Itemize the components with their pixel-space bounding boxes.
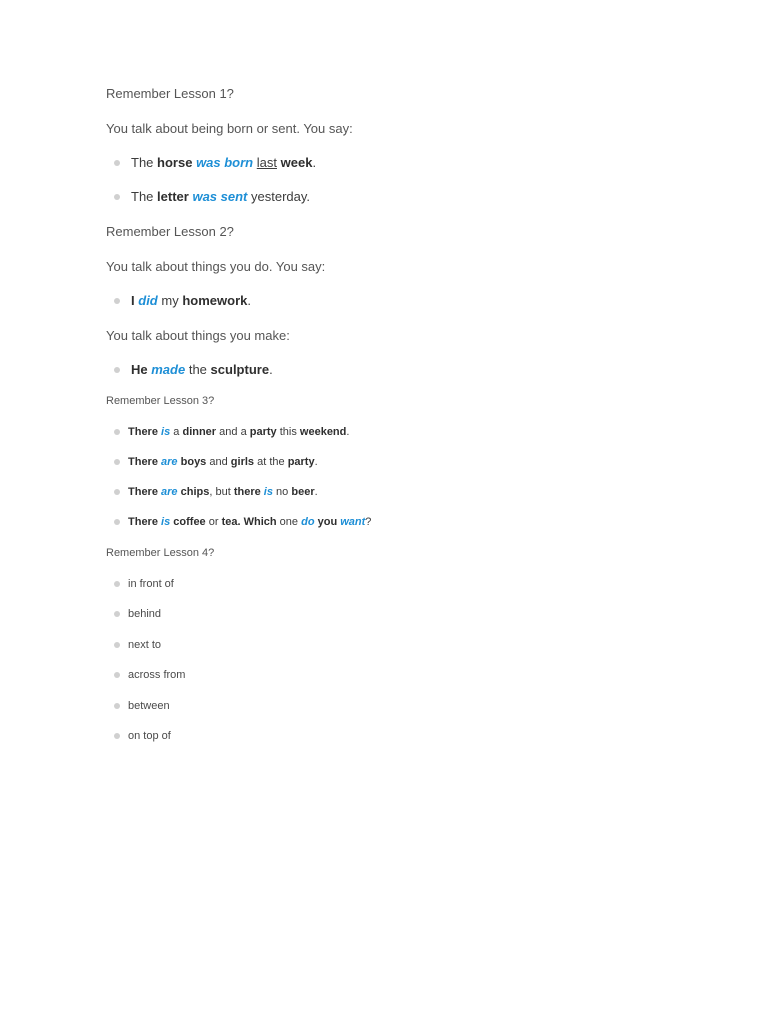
verb-highlight: did (138, 293, 158, 308)
list-item (116, 426, 350, 438)
word: . Which (237, 516, 277, 528)
list-item (116, 669, 186, 681)
list-item (116, 608, 162, 620)
list-item (116, 456, 318, 468)
verb-highlight: are (161, 486, 178, 498)
preposition: behind (128, 608, 162, 620)
word: a (173, 426, 180, 438)
noun: letter (157, 189, 189, 204)
list-item (116, 700, 170, 712)
word: The (131, 155, 154, 170)
lesson-2-intro-make: You talk about things you make: (106, 328, 290, 343)
noun: weekend (299, 426, 347, 438)
verb-highlight: was sent (192, 189, 248, 204)
list-item (116, 189, 311, 204)
word: there (233, 486, 261, 498)
preposition: next to (128, 639, 162, 651)
punctuation: . (314, 486, 318, 498)
word: no (276, 486, 289, 498)
lesson-1-intro: You talk about being born or sent. You say: (106, 121, 353, 136)
word: and a (219, 426, 247, 438)
word: There (128, 426, 158, 438)
punctuation: . (314, 456, 318, 468)
noun: dinner (182, 426, 217, 438)
verb-highlight: made (151, 362, 186, 377)
word: at the (257, 456, 285, 468)
noun: sculpture (210, 362, 270, 377)
pronoun: He (131, 362, 148, 377)
punctuation: . (269, 362, 273, 377)
word: and (209, 456, 228, 468)
pronoun: I (131, 293, 135, 308)
verb-highlight: is (263, 486, 273, 498)
word: The (131, 189, 154, 204)
verb-highlight: is (161, 516, 171, 528)
preposition: between (128, 700, 170, 712)
lesson-1-heading: Remember Lesson 1? (106, 86, 234, 101)
punctuation: . (312, 155, 317, 170)
list-item (116, 362, 273, 377)
list-item (116, 516, 372, 528)
list-item (116, 155, 317, 170)
noun: party (287, 456, 315, 468)
punctuation: ? (365, 516, 372, 528)
word: one (279, 516, 299, 528)
noun: week (280, 155, 313, 170)
list-item (116, 639, 162, 651)
verb-highlight: is (161, 426, 171, 438)
noun: party (249, 426, 277, 438)
list-item (116, 730, 171, 742)
verb-highlight: want (340, 516, 366, 528)
verb-highlight: are (161, 456, 178, 468)
word: There (128, 516, 158, 528)
noun: horse (157, 155, 193, 170)
word: or (208, 516, 219, 528)
list-item (116, 293, 251, 308)
underlined-word: last (256, 155, 277, 170)
list-item (116, 486, 318, 498)
noun: beer (291, 486, 315, 498)
noun: chips (180, 486, 210, 498)
list-item (116, 578, 174, 590)
word: this (279, 426, 297, 438)
punctuation: . (247, 293, 251, 308)
noun: tea (221, 516, 238, 528)
lesson-2-intro-do: You talk about things you do. You say: (106, 259, 326, 274)
punctuation: . (346, 426, 350, 438)
word: the (188, 362, 207, 377)
preposition: on top of (128, 730, 171, 742)
verb-highlight: do (301, 516, 315, 528)
noun: girls (230, 456, 255, 468)
word: There (128, 486, 158, 498)
word: There (128, 456, 158, 468)
word: my (161, 293, 179, 308)
lesson-4-heading: Remember Lesson 4? (106, 547, 215, 559)
noun: homework (182, 293, 248, 308)
lesson-3-heading: Remember Lesson 3? (106, 395, 215, 407)
verb-highlight: was born (196, 155, 254, 170)
noun: boys (180, 456, 207, 468)
preposition: in front of (128, 578, 174, 590)
lesson-2-heading: Remember Lesson 2? (106, 224, 234, 239)
noun: coffee (173, 516, 206, 528)
word: , but (209, 486, 231, 498)
word: you (317, 516, 338, 528)
preposition: across from (128, 669, 186, 681)
word: yesterday. (251, 189, 311, 204)
